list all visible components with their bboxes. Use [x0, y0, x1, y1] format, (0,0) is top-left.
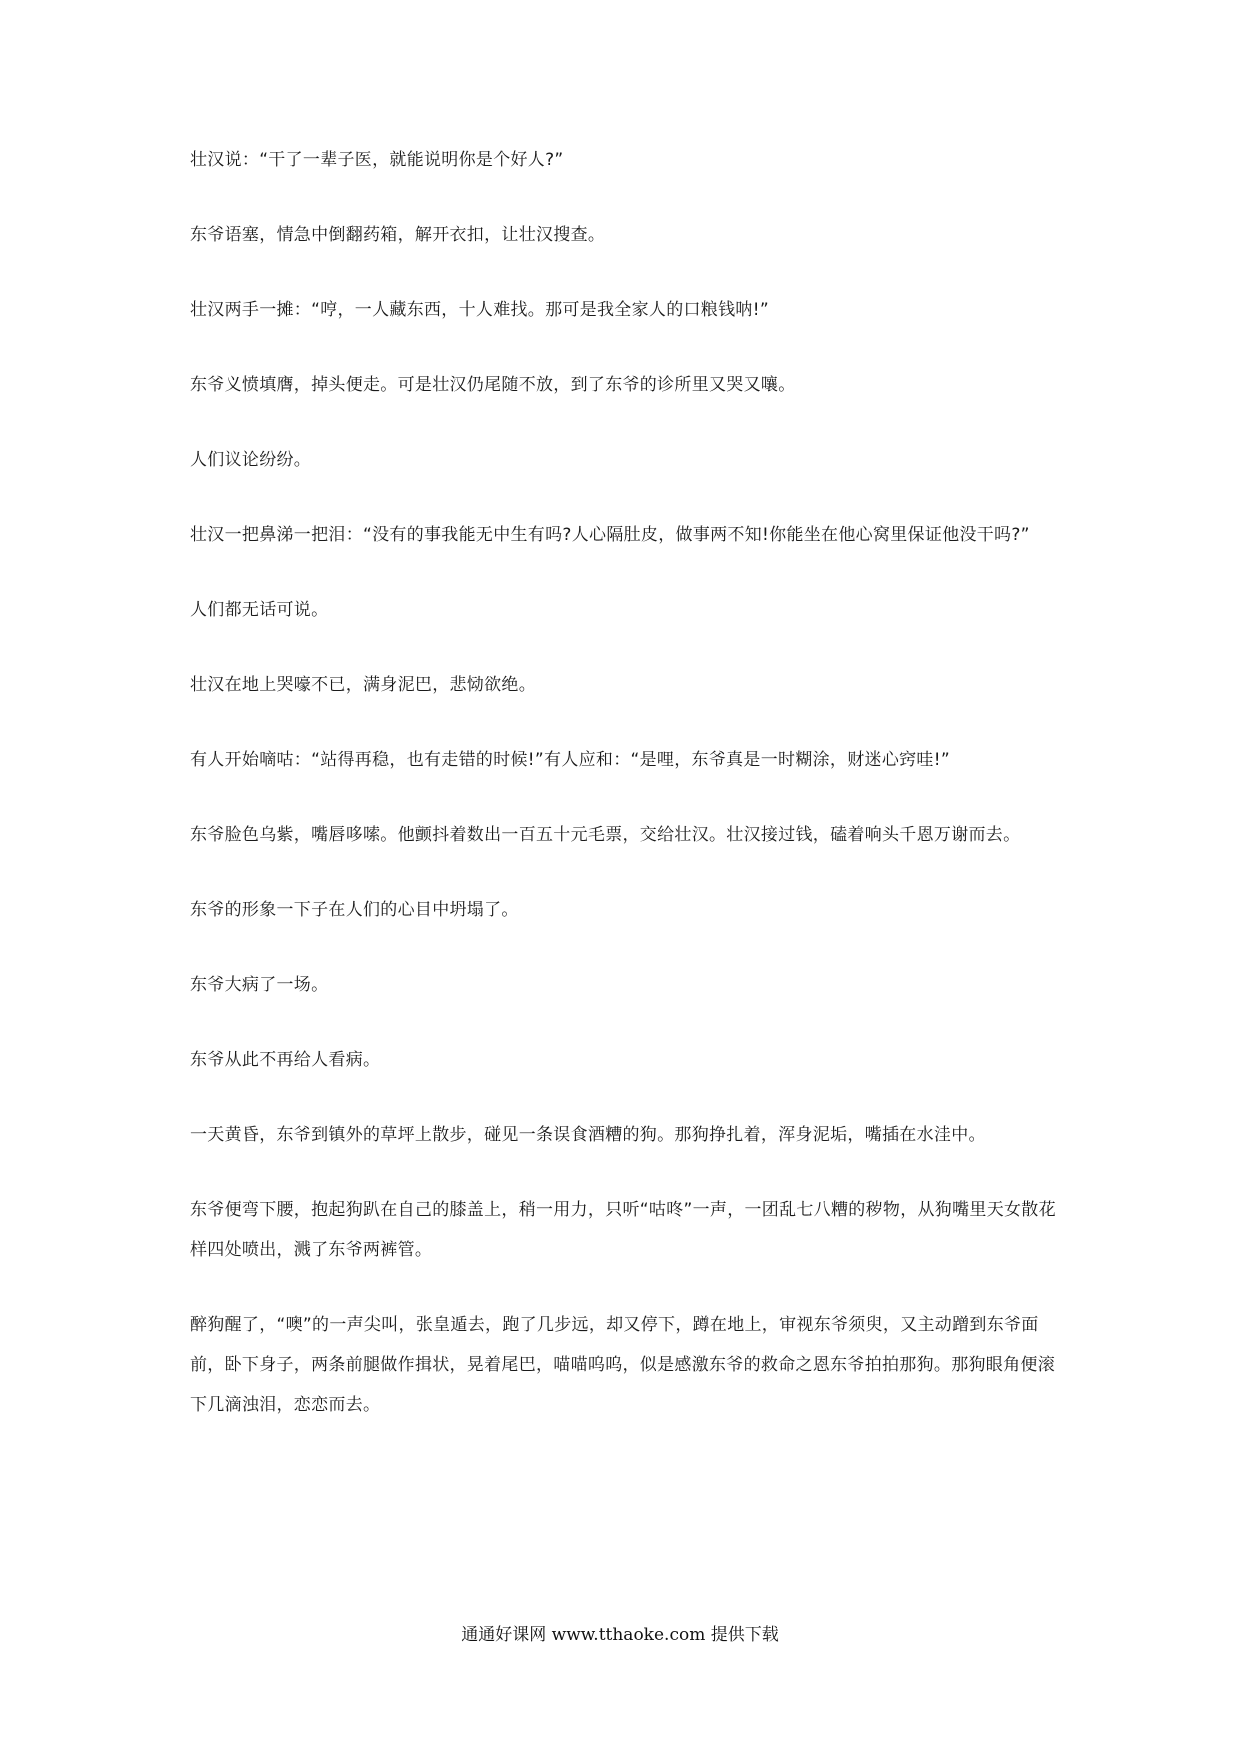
paragraph: 东爷从此不再给人看病。 — [190, 1050, 381, 1070]
paragraph: 有人开始嘀咕：“站得再稳，也有走错的时候!”有人应和：“是哩，东爷真是一时糊涂，财迷心窍哇!” — [190, 750, 950, 770]
paragraph: 壮汉说：“干了一辈子医，就能说明你是个好人?” — [190, 150, 564, 170]
page-footer: 通通好课网 www.tthaoke.com 提供下载 — [461, 1625, 779, 1645]
paragraph: 壮汉一把鼻涕一把泪：“没有的事我能无中生有吗?人心隔肚皮，做事两不知!你能坐在他心窝里保证他没干吗?” — [190, 525, 1030, 545]
paragraph: 人们都无话可说。 — [190, 600, 329, 620]
paragraph: 东爷便弯下腰，抱起狗趴在自己的膝盖上，稍一用力，只听“咕咚”一声，一团乱七八糟的秽物，从狗嘴里天女散花样四处喷出，溅了东爷两裤管。 — [190, 1200, 1056, 1260]
paragraph: 一天黄昏，东爷到镇外的草坪上散步，碰见一条误食酒糟的狗。那狗挣扎着，浑身泥垢，嘴插在水洼中。 — [190, 1125, 986, 1145]
paragraph: 壮汉两手一摊：“哼，一人藏东西，十人难找。那可是我全家人的口粮钱呐!” — [190, 300, 769, 320]
paragraph: 东爷语塞，情急中倒翻药箱，解开衣扣，让壮汉搜查。 — [190, 225, 606, 245]
paragraph: 壮汉在地上哭嚎不已，满身泥巴，悲恸欲绝。 — [190, 675, 536, 695]
paragraph: 醉狗醒了，“噢”的一声尖叫，张皇遁去，跑了几步远，却又停下，蹲在地上，审视东爷须臾，又主动蹭到东爷面前，卧下身子，两条前腿做作揖状，晃着尾巴，喵喵呜呜，似是感激东爷的救命之恩东爷拍拍那狗。那狗眼角便滚下几滴浊泪，恋恋而去。 — [190, 1315, 1055, 1415]
paragraph: 东爷大病了一场。 — [190, 975, 329, 995]
paragraph: 人们议论纷纷。 — [190, 450, 312, 470]
paragraph: 东爷脸色乌紫，嘴唇哆嗦。他颤抖着数出一百五十元毛票，交给壮汉。壮汉接过钱，磕着响头千恩万谢而去。 — [190, 825, 1021, 845]
paragraph: 东爷义愤填膺，掉头便走。可是壮汉仍尾随不放，到了东爷的诊所里又哭又嚷。 — [190, 375, 796, 395]
document-body — [190, 140, 1065, 1460]
paragraph: 东爷的形象一下子在人们的心目中坍塌了。 — [190, 900, 519, 920]
